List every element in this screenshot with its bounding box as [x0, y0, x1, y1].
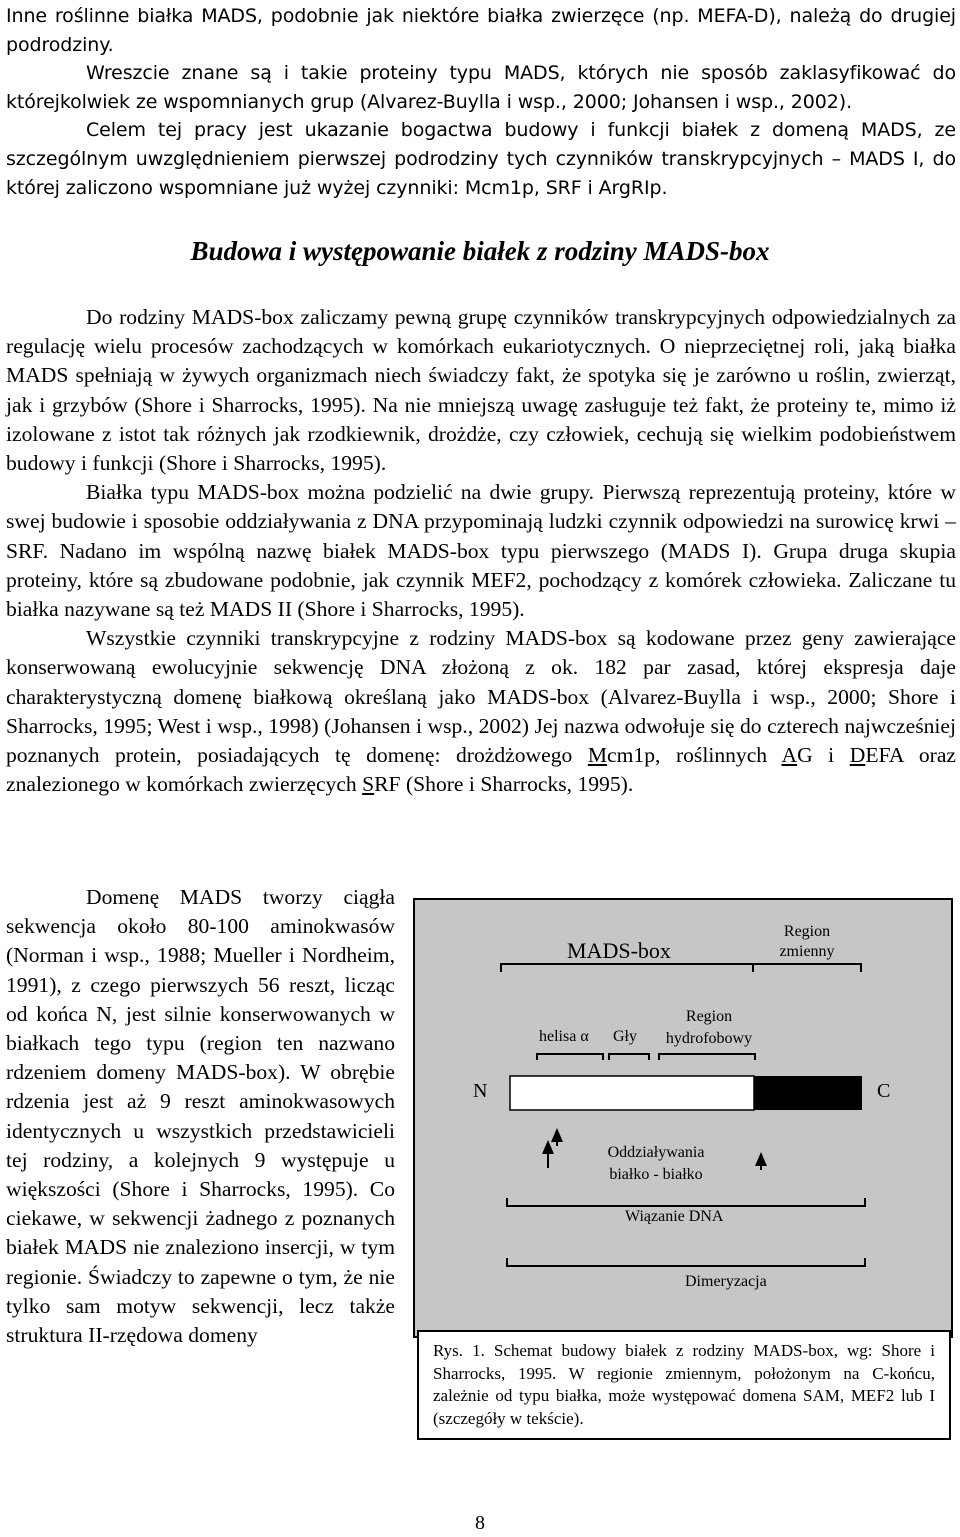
- body-paragraph-2: Białka typu MADS-box można podzielić na dwie grupy. Pierwszą reprezentują proteiny, które w swej budowie i sposobie oddziaływania z DNA przypominają ludzki czynnik odpowiedzi na surowicę krwi – SRF. Nadano im wspólną nazwę białek MADS-box typu pierwszego (MADS I). Grupa druga skupia proteiny, które są zbudowane podobnie, jak czynnik MEF2, pochodzący z komórek człowieka. Zaliczane tu białka nazywane są też MADS II (Shore i Sharrocks, 1995).: [6, 480, 956, 622]
- dna-binding-bracket: [507, 1198, 865, 1206]
- paragraph-1: Inne roślinne białka MADS, podobnie jak niektóre białka zwierzęce (np. MEFA-D), należą do drugiej podrodziny.: [6, 5, 956, 56]
- gly-bracket: [609, 1054, 649, 1060]
- up-arrow-left-2: [551, 1128, 563, 1142]
- variable-region-label: Region zmienny: [779, 923, 835, 960]
- dimerization-label: Dimeryzacja: [685, 1273, 767, 1290]
- figure-caption: Rys. 1. Schemat budowy białek z rodziny MADS-box, wg: Shore i Sharrocks, 1995. W regionie zmiennym, położonym na C-końcu, zależnie od typu białka, może występować domena SAM, MEF2 lub I (szczegóły w tekście).: [417, 1330, 951, 1440]
- dna-binding-label: Wiązanie DNA: [625, 1208, 724, 1225]
- page-number: 8: [475, 1512, 485, 1534]
- top-text: [6, 2, 956, 202]
- diagram-lines: [415, 900, 951, 1336]
- body-paragraph-1: Do rodziny MADS-box zaliczamy pewną grupę czynników transkrypcyjnych odpowiedzialnych za regulację wielu procesów zachodzących w komórkach eukariotycznych. O nieprzeciętnej roli, jaką białka MADS spełniają w żywych organizmach niech świadczy fakt, że spotyka się je zarówno u roślin, zwierząt, jak i grzybów (Shore i Sharrocks, 1995). Na nie mniejszą uwagę zasługuje też fakt, że proteiny te, mimo iż izolowane z istot tak różnych jak rzodkiewnik, drożdże, czy człowiek, cechują się wielkim podobieństwem budowy i funkcji (Shore i Sharrocks, 1995).: [6, 305, 956, 476]
- up-arrow-right: [755, 1152, 767, 1166]
- protein-interaction-label: Oddziaływania białko - białko: [607, 1144, 705, 1183]
- mads-box-label: MADS-box: [567, 938, 671, 963]
- dimerization-bracket: [507, 1258, 865, 1266]
- hydrophobic-bracket: [659, 1054, 755, 1060]
- paragraph-2: Wreszcie znane są i takie proteiny typu MADS, których nie sposób zaklasyfikować do którejkolwiek ze wspomnianych grup (Alvarez-Buylla i wsp., 2000; Johansen i wsp., 2002).: [6, 62, 956, 113]
- c-terminus-label: C: [877, 1080, 891, 1102]
- mads-box-bracket: [501, 964, 753, 972]
- hydrophobic-region-label: Region hydrofobowy: [665, 1008, 753, 1047]
- body-paragraph-3: Wszystkie czynniki transkrypcyjne z rodziny MADS-box są kodowane przez geny zawierające konserwowaną ewolucyjnie sekwencję DNA złożoną z ok. 182 par zasad, której ekspresja daje charakterystyczną domenę białkową określaną jako MADS-box (Alvarez-Buylla i wsp., 2000; Shore i Sharrocks, 1995; West i wsp., 1998) (Johansen i wsp., 2002) Jej nazwa odwołuje się do czterech najwcześniej poznanych protein, posiadających tę domenę: drożdżowego Mcm1p, roślinnych AG i DEFA oraz znalezionego w komórkach zwierzęcych SRF (Shore i Sharrocks, 1995).: [6, 626, 957, 797]
- protein-bar-white: [510, 1076, 754, 1110]
- variable-region-bracket: [753, 964, 861, 972]
- helix-bracket: [537, 1054, 603, 1060]
- protein-bar-black: [754, 1076, 862, 1110]
- helix-label: helisa α: [539, 1028, 589, 1045]
- up-arrow-left-1: [542, 1140, 554, 1154]
- body-text: [6, 303, 956, 799]
- section-heading: Budowa i występowanie białek z rodziny MADS-box: [190, 236, 770, 266]
- paragraph-3: Celem tej pracy jest ukazanie bogactwa budowy i funkcji białek z domeną MADS, ze szczególnym uwzględnieniem pierwszej podrodziny tych czynników transkrypcyjnych – MADS I, do której zaliczono wspomniane już wyżej czynniki: Mcm1p, SRF i ArgRIp.: [6, 119, 956, 199]
- n-terminus-label: N: [473, 1080, 488, 1102]
- gly-label: Gły: [613, 1028, 637, 1045]
- mads-box-diagram: [413, 898, 953, 1338]
- left-column-text: Domenę MADS tworzy ciągła sekwencja około 80-100 aminokwasów (Norman i wsp., 1988; Mueller i Nordheim, 1991), z czego pierwszych 56 reszt, licząc od końca N, jest silnie konserwowanych w białkach tego typu (region ten nazwano rdzeniem domeny MADS-box). W obrębie rdzenia jest aż 9 reszt aminokwasowych identycznych u wszystkich przedstawicieli tej rodziny, a kolejnych 9 występuje u większości (Shore i Sharrocks, 1995). Co ciekawe, w sekwencji żadnego z poznanych białek MADS nie znaleziono insercji, w tym regionie. Świadczy to zapewne o tym, że nie tylko sam motyw sekwencji, lecz także struktura II-rzędowa domeny: [6, 885, 395, 1348]
